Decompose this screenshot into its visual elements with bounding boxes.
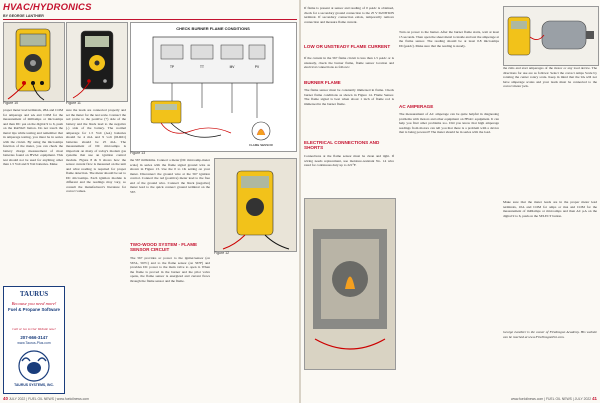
page-number-right: 41 [592,396,597,401]
left-footer [3,396,89,401]
left-col2-text: sure the leads are connected properly and set the meter for the test scale. Connect the red probe to the positive (+) side of the battery and the black lead to the negative (-) side of the battery. The normal amperage for 1.5 Volt (AA) batteries should be 4 mA and 9 volt (6LR61) batteries should be 25 mA. The measurement of DC microamps is important on many of today's modern gas systems that use an ignition control module. Figure 8 & 9 shows how the sensor current flow is measured on the unit and what reading is required for proper flame detection. The meter should be set to DC microamps. Each ignition module is different and the readings may vary, so consult the manufacturer's literature for correct values. [66,108,126,193]
heading-burner-flame: BURNER FLAME [304,80,341,85]
ad-tagline: Because you need more! [11,301,57,306]
header-rule [3,19,297,20]
section-title: HVAC/HYDRONICS [3,2,92,13]
right-col1c-text: The flame sensor must be constantly immersed in flame. Check burner flame conditions as shown in Figure 14. Flame Sensor. The flame signal is best when about 1 inch of flame rod is immersed in the burner flame. [304,88,394,106]
left-col1-text: proper meter lead terminals, 28A and COM for amperage and uA and COM for the measurement of milliamps or microamps and then DC µA on the digital 9 to 6, push on the RANGE button. Do not touch the metal tips while testing and remember that in amperage testing, you must be in series with the circuit. By using the microamps function of the meter, you can check the battery charge measurement of most batteries found on HVAC equipment. This test should not be used for anything other than 1.5 Volt and 9 Volt batteries. Make [3,108,63,166]
right-col2-text: Turn on power to the burner. After the burner flame starts, wait at least 15 seconds. Then open the sheet metal to inside and test the amperage at the flame sensor. The reading should be at least 0.8 microamps DC(µAdc). Make sure that the reading is steady. [399,30,499,48]
right-footer [511,396,597,401]
diagram-title: CHECK BURNER FLAME CONDITIONS [176,26,250,31]
ad-logo-text: TAURUS SYSTEMS, INC. [14,383,54,387]
meter-photo-icon [215,159,296,251]
right-footer-text: www.fueloilnews.com | FUEL OIL NEWS | JULY 2022 [511,397,592,401]
figure-14-photo [304,198,396,370]
diagram-label-sensor: FLAME SENSOR [249,143,273,147]
ad-call-to-action: Call or Go to Our Website now! [12,327,56,331]
figure-12-caption: Figure 12 [214,251,230,255]
right-col1d-text: Connections at the flame sensor must be clean and tight. If wiring needs replacement, use moisture-resistant No. 14 wire rated for continuous duty up to 221°F. [304,154,394,167]
figure-11-meter-photo [66,22,128,102]
figure-10-caption: Figure 10 [3,101,19,105]
flame-sensor-photo-icon [305,199,395,369]
taurus-ad[interactable] [3,286,65,394]
right-page [301,0,600,403]
ad-title: TAURUS [19,290,49,298]
ad-phone[interactable]: 207-666-3147 [20,335,48,340]
heading-electrical-connections: ELECTRICAL CONNECTIONS AND SHORTS [304,140,380,150]
ad-product: Fuel & Propane Software [8,307,60,312]
left-col3b-text: The 567 provides ac power to the igniter/sensor (on 567A, 567C) and to the flame sensor (on 567F) and provides DC power to the main valve to open it. When the flame is proved in the burner and the pilot valve opens, the flame sensor is energized and current flows through the flame sensor and the flame. [130,256,210,283]
figure-13-caption: Figure 13 [130,151,146,155]
left-page [0,0,299,403]
left-col3-text: the 567 milliohms. Connect a meter (DC microamp-meter scale) in series with the flame signal ground wire as shown in Figure 13. Use the 0 to 1K setting on your meter. Disconnect the ground wire at the 567 ignition control. Connect the red (positive) meter lead to the free end of the ground wire. Connect the black (negative) meter lead to the quick connect ground terminal on the 567. [130,158,210,194]
figure-13-wiring-diagram [130,22,297,152]
multimeter-icon [67,23,127,101]
figure-10-meter-photo [3,22,65,102]
figure-12-photo [214,158,297,252]
left-footer-text: JULY 2022 | FUEL OIL NEWS | www.fueloilnews.com [8,397,89,401]
diagram-label-pv: PV [254,65,260,69]
figure-11-caption: Figure 11 [66,101,81,105]
heading-flame-sensor-circuit: TWO-WOOD SYSTEM - FLAME SENSOR CIRCUIT [130,242,198,252]
right-col3-text: the rims and start amperages of the motor or any load device. The directions for use are as follows: Select the correct Amps Scale by rotating the center rotary scale. Keep in mind that the 9A will not have amperage scales and your leads must be connected to the correct meter jack. [503,66,597,88]
page-number-left: 40 [3,396,8,401]
right-col1-text: If flame is present at sensor and reading of 0 µAdc is obtained, check for a secondary ground connection to the 25 V IGNITION terminal. If secondary connection exists, temporarily remove connection and measure flame current. [304,6,394,24]
right-col2b-text: The measurement of AC amperage can be quite helpful in diagnosing problems with motors and other equipment on HVAC equipment. It can help you find other problems too. Did you know that high amperage readings from motors can tell you that there is a problem with a device that is being powered? The meter should be in series with the load. [399,112,499,134]
figure-motor-photo [503,6,599,66]
right-col3b-text: Make sure that the meter leads are in the proper meter lead terminals, 10A and COM for amps or mA and COM for the measurement of milliamps or microamps and then AC µA on the digital 9 to 6, push on the SELECT button. [503,200,597,218]
wiring-diagram [131,23,296,151]
bull-logo-icon [12,349,56,383]
heading-ac-amperage: AC AMPERAGE [399,104,434,109]
multimeter-icon [4,23,64,101]
diagram-label-tt: TT [200,65,204,69]
byline: BY GEORGE LANTHIER [3,14,44,18]
heading-low-flame-current: LOW OR UNSTEADY FLAME CURRENT [304,44,391,49]
right-col1b-text: If the current in the 567 flame circuit is less than 1.5 µAdc or is unsteady, check the burner flame, flame sensor location and electrical connections as follows: [304,56,394,69]
diagram-label-mv: MV [229,65,235,69]
diagram-label-tp: TP [169,65,175,69]
motor-icon [504,7,598,65]
ad-url[interactable]: www.Taurus-Plus.com [17,341,51,345]
author-bio: George Lanthier is the owner of Firedragon Academy. His website can be reached at www.FireDragonEnt.com. [503,330,597,339]
